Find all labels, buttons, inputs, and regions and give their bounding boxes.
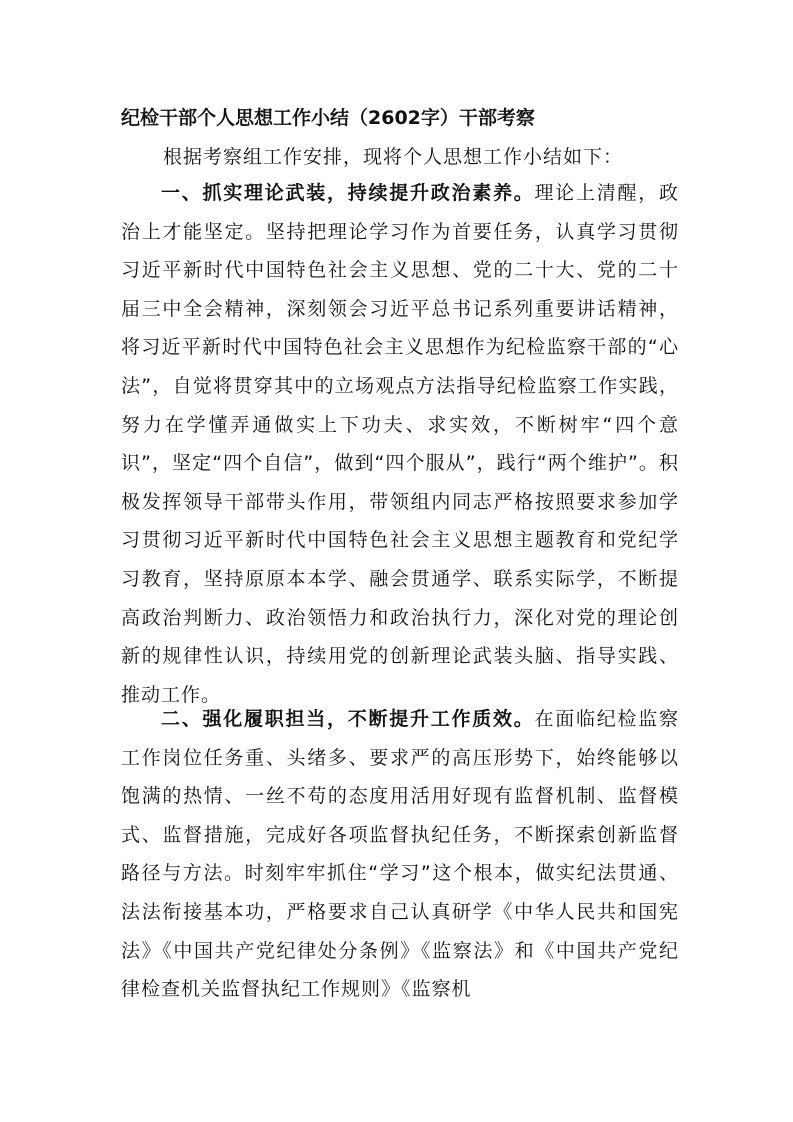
- document-title: 纪检干部个人思想工作小结（2602字）干部考察: [121, 107, 535, 129]
- intro-paragraph: 根据考察组工作安排，现将个人思想工作小结如下：: [163, 146, 624, 168]
- section-paragraph-1: [121, 174, 679, 714]
- section-heading-1: 一、抓实理论武装，持续提升政治素养。: [161, 182, 535, 204]
- section-body-2: 在面临纪检监察工作岗位任务重、头绪多、要求严的高压形势下，始终能够以饱满的热情、一丝不苟的态度用活用好现有监督机制、监督模式、监督措施，完成好各项监督执纪任务，不断探索创新监督路径与方法。时刻牢牢抓住“学习”这个根本，做实纪法贯通、法法衔接基本功，严格要求自己认真研学《中华人民共和国宪法》《中国共产党纪律处分条例》《监察法》和《中国共产党纪律检查机关监督执纪工作规则》《监察机: [121, 708, 679, 1001]
- section-heading-2: 二、强化履职担当，不断提升工作质效。: [161, 708, 535, 730]
- section-paragraph-2: [121, 700, 679, 1009]
- section-body-1: 理论上清醒，政治上才能坚定。坚持把理论学习作为首要任务，认真学习贯彻习近平新时代中国特色社会主义思想、党的二十大、党的二十届三中全会精神，深刻领会习近平总书记系列重要讲话精神，将习近平新时代中国特色社会主义思想作为纪检监察干部的“心法”，自觉将贯穿其中的立场观点方法指导纪检监察工作实践，努力在学懂弄通做实上下功夫、求实效，不断树牢“四个意识”，坚定“四个自信”，做到“四个服从”，践行“两个维护”。积极发挥领导干部带头作用，带领组内同志严格按照要求参加学习贯彻习近平新时代中国特色社会主义思想主题教育和党纪学习教育，坚持原原本本学、融会贯通学、联系实际学，不断提高政治判断力、政治领悟力和政治执行力，深化对党的理论创新的规律性认识，持续用党的创新理论武装头脑、指导实践、推动工作。: [121, 182, 679, 706]
